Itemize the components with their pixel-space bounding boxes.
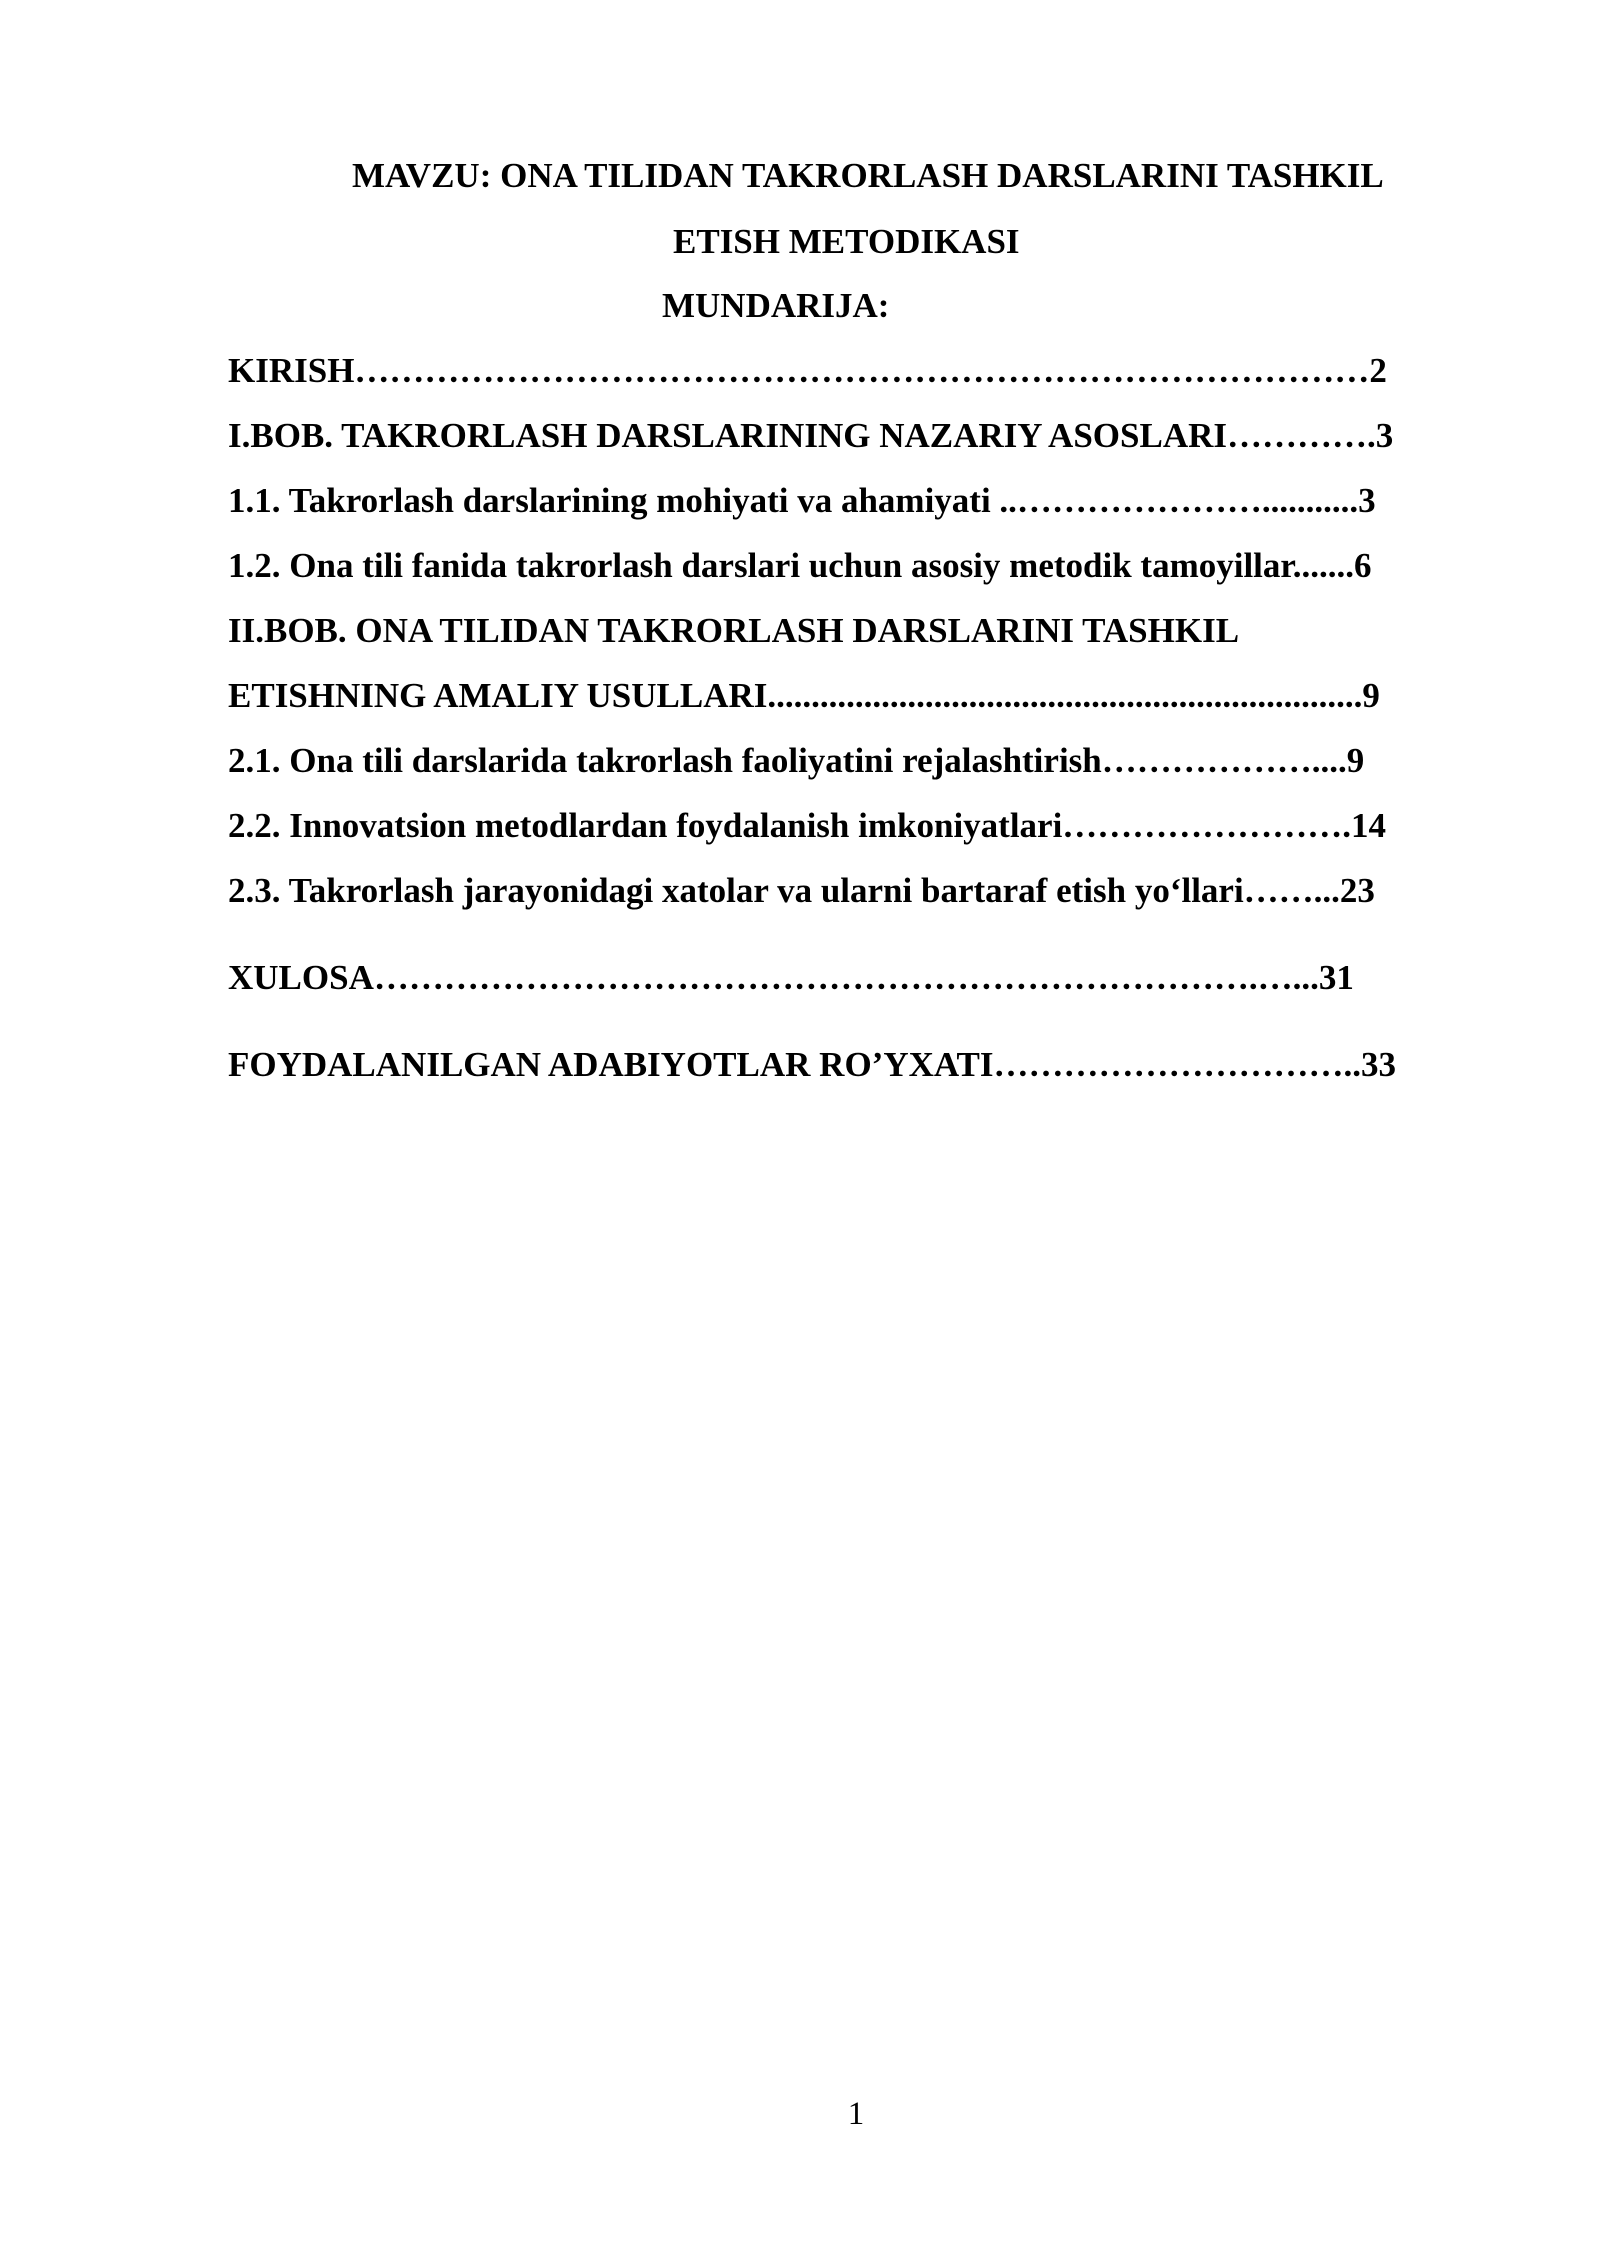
toc-entry-introduction: KIRISH……………………………………………………………………………2 <box>228 351 1387 390</box>
toc-entry-section-2-1: 2.1. Ona tili darslarida takrorlash faoliyatini rejalashtirish………………....9 <box>228 741 1365 780</box>
document-title-line-1: MAVZU: ONA TILIDAN TAKRORLASH DARSLARINI TASHKIL <box>352 156 1384 195</box>
toc-entry-chapter-1: I.BOB. TAKRORLASH DARSLARINING NAZARIY ASOSLARI………….3 <box>228 416 1394 455</box>
page-number: 1 <box>847 2096 865 2132</box>
toc-entry-section-2-2: 2.2. Innovatsion metodlardan foydalanish imkoniyatlari…………………….14 <box>228 806 1387 845</box>
toc-entry-conclusion: XULOSA………………………………………………………………….…...31 <box>228 958 1354 997</box>
toc-entry-chapter-2-line-2: ETISHNING AMALIY USULLARI....................................................................9 <box>228 676 1380 715</box>
toc-entry-references: FOYDALANILGAN ADABIYOTLAR RO’YXATI…………………………..33 <box>228 1045 1397 1084</box>
toc-entry-section-2-3: 2.3. Takrorlash jarayonidagi xatolar va ularni bartaraf etish yo‘llari……...23 <box>228 871 1375 910</box>
document-title-line-2: ETISH METODIKASI <box>673 222 1020 261</box>
toc-entry-section-1-2: 1.2. Ona tili fanida takrorlash darslari uchun asosiy metodik tamoyillar.......6 <box>228 546 1372 585</box>
toc-entry-section-1-1: 1.1. Takrorlash darslarining mohiyati va ahamiyati ..…………………...........3 <box>228 481 1376 520</box>
contents-heading: MUNDARIJA: <box>662 286 890 325</box>
toc-entry-chapter-2-line-1: II.BOB. ONA TILIDAN TAKRORLASH DARSLARINI TASHKIL <box>228 611 1240 650</box>
